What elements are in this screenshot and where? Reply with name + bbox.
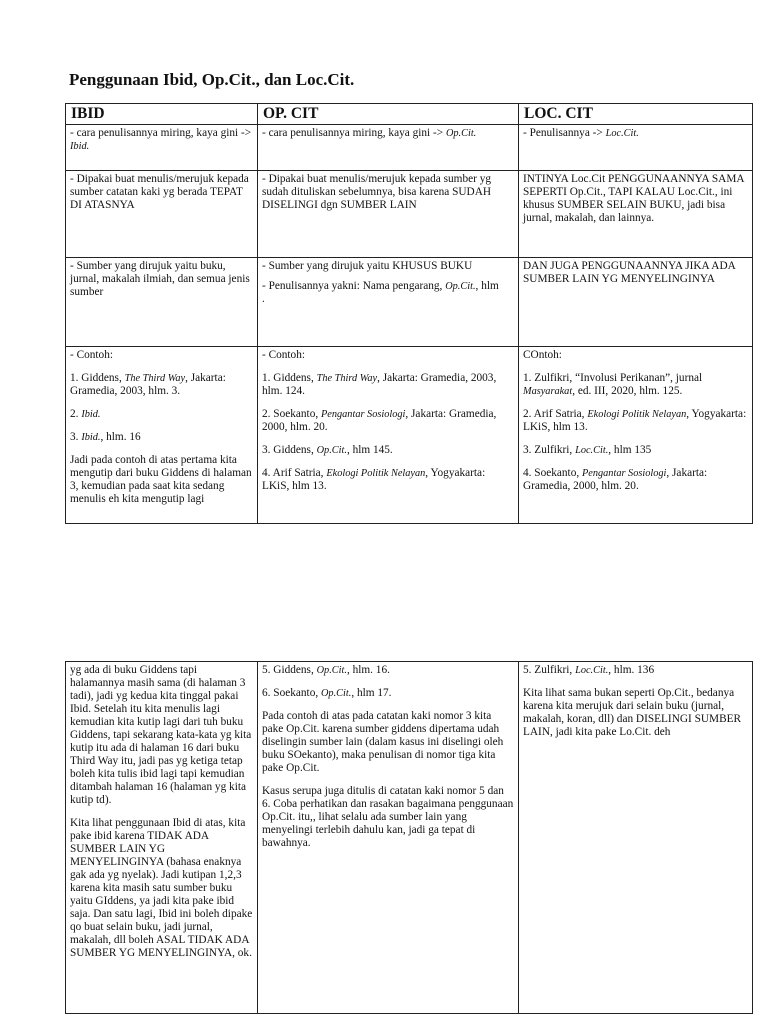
explanation-text: yg ada di buku Giddens tapi halamannya masih sama (di halaman 3 tadi), jadi yg kedua kita tinggal pakai Ibid. Setelah itu kita menulis lagi kemudian kita kutip lagi dari tuh buku Giddens, tapi sekarang kata-kata yg kita kutip itu ada di halaman 16 dari buku Third Way itu, jadi pas yg ketiga tetap boleh kita tulis ibid lagi tapi kemudian ditambah halaman 16 (halaman yg kita kutip td).: [70, 664, 252, 806]
text-segment: 1. Zulfikri, “Involusi Perikanan”, jurnal: [523, 372, 703, 384]
italic-term: Op.Cit.: [316, 665, 347, 676]
italic-term: Loc.Cit.: [605, 128, 639, 139]
examples-heading: - Contoh:: [262, 349, 305, 361]
text-segment: 2.: [70, 408, 79, 420]
header-loccit: LOC. CIT: [519, 104, 753, 125]
text-segment: , hlm 17.: [351, 687, 392, 699]
cell-loccit-continued: [519, 662, 753, 1014]
example-item: [262, 664, 514, 677]
text-segment: 5. Zulfikri,: [523, 664, 573, 676]
example-item: [70, 372, 253, 398]
cell-ibid-source: - Sumber yang dirujuk yaitu buku, jurnal, makalah ilmiah, dan semua jenis sumber: [66, 258, 258, 347]
text-segment: 4. Soekanto,: [523, 467, 580, 479]
explanation-text: Jadi pada contoh di atas pertama kita mengutip dari buku Giddens di halaman 3, kemudian pada saat kita sedang menulis eh kita mengutip lagi: [70, 454, 252, 505]
cell-loccit-examples: [519, 347, 753, 524]
row-examples: [66, 347, 753, 524]
text-segment: 6. Soekanto,: [262, 687, 319, 699]
text-segment: , hlm. 16.: [346, 664, 390, 676]
italic-term: Op.Cit.: [316, 445, 347, 456]
explanation-text: Kita lihat penggunaan Ibid di atas, kita pake ibid karena TIDAK ADA SUMBER LAIN YG MENYELINGINYA (bahasa enaknya gak ada yg nyelak). Jadi kutipan 1,2,3 karena kita masih satu sumber buku yaitu GIddens, ya jadi kita pake ibid saja. Dan satu lagi, Ibid ini boleh dipake qo buat selain buku, jadi jurnal, makalah, dll boleh ASAL TIDAK ADA SUMBER YG MENYELINGINYA, ok.: [70, 817, 253, 959]
text-segment: 3. Zulfikri,: [523, 444, 573, 456]
explanation-text: Kasus serupa juga ditulis di catatan kaki nomor 5 dan 6. Coba perhatikan dan rasakan bagaimana penggunaan Op.Cit. itu,, lihat selalu ada sumber lain yang menyelingi terlebih dahulu kan, jadi ga tepat di bawahnya.: [262, 785, 514, 849]
cell-loccit-source: DAN JUGA PENGGUNAANNYA JIKA ADA SUMBER LAIN YG MENYELINGINYA: [519, 258, 753, 347]
italic-term: Op.Cit.: [321, 688, 352, 699]
cell-ibid-style: [66, 125, 258, 171]
row-source: [66, 258, 753, 347]
text-segment: , ed. III, 2020, hlm. 125.: [572, 385, 683, 397]
cell-ibid-continued: [66, 662, 258, 1014]
cell-text: [262, 280, 514, 293]
example-item: [262, 687, 514, 700]
italic-term: Ekologi Politik Nelayan: [587, 409, 687, 420]
text-segment: 1. Giddens,: [262, 372, 314, 384]
example-item: [523, 467, 748, 493]
row-writing-style: [66, 125, 753, 171]
example-item: [70, 408, 253, 421]
header-row: [66, 104, 753, 125]
cell-loccit-style: [519, 125, 753, 171]
example-item: [523, 664, 748, 677]
text-segment: 5. Giddens,: [262, 664, 314, 676]
italic-term: Pengantar Sosiologi: [582, 468, 667, 479]
cell-opcit-source: [258, 258, 519, 347]
text-segment: , Jakarta: Gramedia, 2000, hlm. 20.: [262, 408, 497, 433]
example-item: [262, 467, 514, 493]
italic-term: Ibid.: [81, 409, 101, 420]
page-title: Penggunaan Ibid, Op.Cit., dan Loc.Cit.: [69, 70, 355, 89]
example-item: [262, 408, 514, 434]
italic-term: The Third Way: [316, 373, 378, 384]
row-examples-continued: [66, 662, 753, 1014]
explanation-text: Kita lihat sama bukan seperti Op.Cit., bedanya karena kita merujuk dari selain buku (jurnal, makalah, koran, dll) dan DISELINGI SUMBER LAIN, jadi kita pake Lo.Cit. deh: [523, 687, 742, 738]
text-segment: , hlm: [475, 280, 499, 292]
example-item: [70, 431, 253, 444]
text-segment: , Jakarta: Gramedia, 2003, hlm. 3.: [70, 372, 226, 397]
text-segment: 2. Soekanto,: [262, 408, 319, 420]
comparison-table-continued: [65, 661, 753, 1014]
header-ibid: IBID: [66, 104, 258, 125]
cell-opcit-style: [258, 125, 519, 171]
cell-ibid-examples: [66, 347, 258, 524]
italic-term: Op.Cit.: [445, 281, 476, 292]
cell-opcit-usage: - Dipakai buat menulis/merujuk kepada sumber yg sudah dituliskan sebelumnya, bisa karena SUDAH DISELINGI dgn SUMBER LAIN: [258, 171, 519, 258]
cell-loccit-usage: INTINYA Loc.Cit PENGGUNAANNYA SAMA SEPERTI Op.Cit., TAPI KALAU Loc.Cit., ini khusus SUMBER SELAIN BUKU, jadi bisa jurnal, makalah, dan lainnya.: [519, 171, 753, 258]
italic-term: Ekologi Politik Nelayan: [326, 468, 426, 479]
explanation-text: Pada contoh di atas pada catatan kaki nomor 3 kita pake Op.Cit. karena sumber giddens dipertama udah diselingin sumber lain (dalam kasus ini diselingi oleh buku SOekanto), maka penulisan di nomor tiga kita pake Op.Cit.: [262, 710, 504, 774]
italic-term: Ibid.: [81, 432, 101, 443]
italic-term: Loc.Cit.: [575, 445, 609, 456]
header-opcit: OP. CIT: [258, 104, 519, 125]
italic-term: The Third Way: [124, 373, 186, 384]
text-segment: 2. Arif Satria,: [523, 408, 585, 420]
text-segment: 3. Giddens,: [262, 444, 314, 456]
cell-text: .: [262, 293, 265, 305]
text-segment: , hlm 145.: [346, 444, 393, 456]
example-item: [523, 444, 748, 457]
text-segment: 3.: [70, 431, 79, 443]
italic-term: Loc.Cit.: [575, 665, 609, 676]
text-segment: , hlm. 136: [608, 664, 655, 676]
cell-text: - Penulisannya ->: [523, 127, 603, 139]
cell-ibid-usage: - Dipakai buat menulis/merujuk kepada sumber catatan kaki yg berada TEPAT DI ATASNYA: [66, 171, 258, 258]
italic-term: Masyarakat: [523, 386, 573, 397]
text-segment: 4. Arif Satria,: [262, 467, 324, 479]
cell-text: - Sumber yang dirujuk yaitu KHUSUS BUKU: [262, 260, 473, 272]
text-segment: , hlm. 16: [100, 431, 141, 443]
italic-term: Pengantar Sosiologi: [321, 409, 406, 420]
text-segment: , Jakarta: Gramedia, 2000, hlm. 20.: [523, 467, 708, 492]
cell-text: - cara penulisannya miring, kaya gini ->: [70, 127, 252, 139]
italic-term: Ibid.: [70, 141, 90, 152]
cell-text: - cara penulisannya miring, kaya gini ->: [262, 127, 444, 139]
italic-term: Op.Cit.: [445, 128, 477, 139]
examples-heading: - Contoh:: [70, 349, 113, 361]
text-segment: 1. Giddens,: [70, 372, 122, 384]
cell-opcit-examples: [258, 347, 519, 524]
text-segment: , Yogyakarta: LKiS, hlm 13.: [262, 467, 486, 492]
comparison-table: [65, 103, 753, 524]
text-segment: , hlm 135: [608, 444, 652, 456]
text-segment: - Penulisannya yakni: Nama pengarang,: [262, 280, 443, 292]
row-usage: [66, 171, 753, 258]
example-item: [262, 444, 514, 457]
example-item: [262, 372, 514, 398]
example-item: [523, 372, 748, 398]
text-segment: , Jakarta: Gramedia, 2003, hlm. 124.: [262, 372, 497, 397]
examples-heading: COntoh:: [523, 349, 562, 361]
cell-opcit-continued: [258, 662, 519, 1014]
example-item: [523, 408, 748, 434]
text-segment: , Yogyakarta: LKiS, hlm 13.: [523, 408, 747, 433]
